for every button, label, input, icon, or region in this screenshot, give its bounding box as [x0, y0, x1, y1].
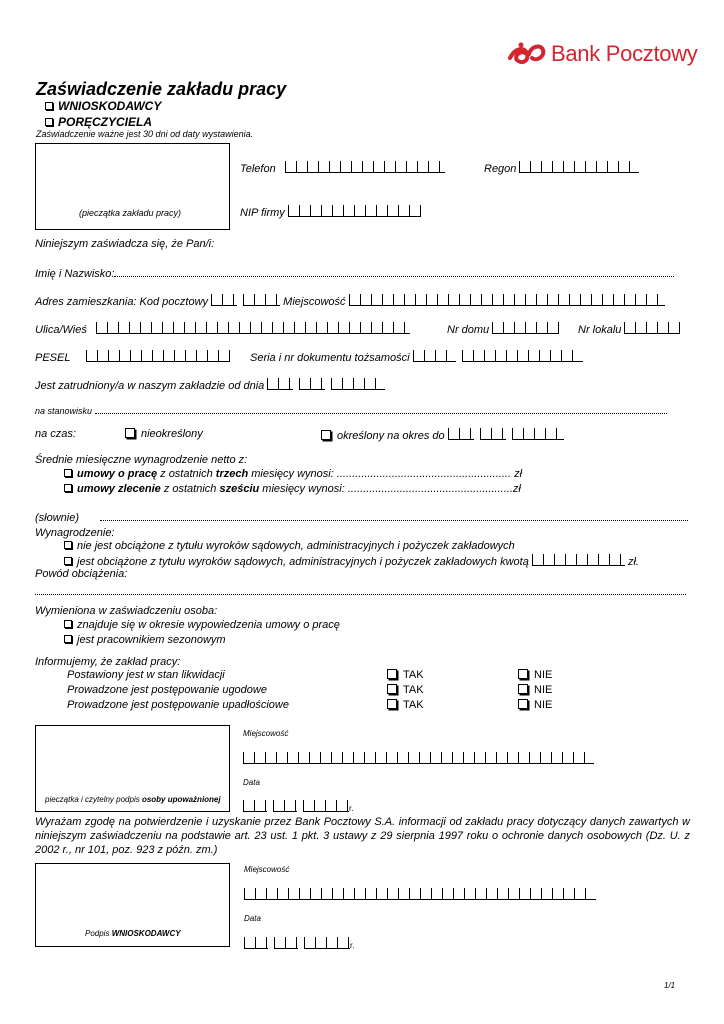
date-boxes-2[interactable] [244, 937, 354, 950]
option-applicant[interactable] [45, 99, 161, 113]
no-label: NIE [534, 669, 553, 681]
pay-encumbered[interactable] [64, 554, 639, 568]
street-label: Ulica/Wieś [35, 324, 87, 336]
yes-label: TAK [403, 699, 424, 711]
salary-contract[interactable] [64, 483, 521, 495]
id-doc-label: Seria i nr dokumentu tożsamości [250, 352, 410, 364]
id-number-boxes[interactable] [462, 350, 583, 362]
checkbox[interactable] [387, 669, 397, 679]
id-doc-field[interactable] [250, 350, 583, 364]
phone-field[interactable] [240, 161, 445, 175]
place-label-2: Miejscowość [244, 865, 290, 874]
person-notice[interactable] [64, 619, 340, 631]
nip-label: NIP firmy [240, 207, 285, 219]
house-no-label: Nr domu [447, 324, 490, 336]
certifies-text: Niniejszym zaświadcza się, że Pan/i: [35, 238, 215, 250]
position-field[interactable] [35, 403, 667, 416]
flat-no-label: Nr lokalu [578, 324, 622, 336]
checkbox[interactable] [64, 620, 72, 628]
checkbox[interactable] [64, 469, 72, 477]
authorized-signature-label-b: osoby upoważnionej [141, 795, 221, 804]
name-field[interactable] [35, 266, 674, 280]
checkbox[interactable] [518, 684, 528, 694]
place-boxes-2[interactable] [244, 886, 596, 904]
date-boxes-1[interactable] [243, 800, 353, 813]
no-label: NIE [534, 684, 553, 696]
inform-row-2: Prowadzone jest postępowanie ugodowe [67, 684, 267, 696]
inform-header: Informujemy, że zakład pracy: [35, 656, 181, 668]
pay-amount-boxes[interactable] [532, 554, 625, 566]
regon-label: Regon [484, 163, 517, 175]
flat-no-boxes[interactable] [624, 322, 680, 334]
pesel-label: PESEL [35, 352, 71, 364]
salary-words-label: (słownie) [35, 512, 80, 524]
yes-option-2[interactable] [387, 684, 424, 696]
regon-boxes[interactable] [519, 161, 639, 173]
authorized-signature-label [45, 795, 221, 804]
no-option-1[interactable] [518, 669, 552, 681]
nip-field[interactable] [240, 205, 421, 219]
name-line[interactable] [114, 266, 674, 277]
salary-contract-d: miesięcy wynosi: ......................................................zł [259, 483, 521, 495]
city-boxes[interactable] [349, 294, 665, 306]
phone-label: Telefon [240, 163, 276, 175]
applicant-signature-label-a: Podpis [85, 929, 112, 938]
nip-boxes[interactable] [288, 205, 421, 217]
person-seasonal[interactable] [64, 634, 226, 646]
checkbox[interactable] [64, 557, 72, 565]
postcode-part1[interactable] [211, 294, 237, 306]
page-number: 1/1 [664, 981, 676, 990]
bank-logo-text: Bank Pocztowy [551, 41, 698, 66]
position-label: na stanowisku [35, 406, 93, 416]
salary-employment-b: z ostatnich [157, 468, 216, 480]
checkbox[interactable] [125, 428, 135, 438]
postcode-label: Adres zamieszkania: Kod pocztowy [35, 296, 209, 308]
yes-option-1[interactable] [387, 669, 424, 681]
inform-row-3: Prowadzone jest postępowanie upadłościowe [67, 699, 289, 711]
yes-label: TAK [403, 684, 424, 696]
checkbox[interactable] [45, 118, 53, 126]
postcode-part2[interactable] [243, 294, 280, 306]
checkbox[interactable] [518, 699, 528, 709]
no-option-2[interactable] [518, 684, 552, 696]
yes-option-3[interactable] [387, 699, 424, 711]
option-guarantor-label: PORĘCZYCIELA [58, 115, 153, 129]
salary-employment-c: trzech [215, 468, 249, 480]
salary-header: Średnie miesięczne wynagrodzenie netto z: [35, 454, 248, 466]
salary-employment-a: umowy o pracę [77, 468, 158, 480]
house-no-field[interactable] [447, 322, 559, 336]
person-header: Wymieniona w zaświadczeniu osoba: [35, 605, 218, 617]
date-label-2: Data [244, 914, 261, 923]
salary-contract-c: sześciu [219, 483, 260, 495]
pay-header: Wynagrodzenie: [35, 527, 115, 539]
company-stamp-label: (pieczątka zakładu pracy) [79, 208, 182, 218]
year-suffix-1: r. [349, 804, 354, 813]
definite-option[interactable] [321, 428, 564, 442]
inform-row-1: Postawiony jest w stan likwidacji [67, 669, 225, 681]
applicant-signature-label-b: WNIOSKODAWCY [111, 929, 181, 938]
yes-label: TAK [403, 669, 424, 681]
pay-reason-label: Powód obciążenia: [35, 568, 128, 580]
consent-text: Wyrażam zgodę na potwierdzenie i uzyskanie przez Bank Pocztowy S.A. informacji od zakładu pracy dotyczący danych zawartych w niniejszym zaświadczeniu na podstawie art. 23 ust. 1 pkt. 3 ustawy z 29 sierpnia 1997 roku o ochronie danych osobowych (Dz. U. z 2002 r., nr 101, poz. 923 z późn. zm.) [35, 816, 690, 856]
definite-day[interactable] [448, 428, 474, 440]
checkbox[interactable] [387, 684, 397, 694]
phone-boxes[interactable] [285, 161, 445, 173]
regon-field[interactable] [484, 161, 639, 175]
salary-contract-b: z ostatnich [160, 483, 220, 495]
no-option-3[interactable] [518, 699, 552, 711]
name-label: Imię i Nazwisko: [35, 268, 115, 280]
checkbox[interactable] [518, 669, 528, 679]
definite-year[interactable] [512, 428, 564, 440]
salary-words[interactable] [35, 510, 688, 524]
pay-currency: zł. [627, 556, 639, 568]
year-suffix-2: r. [350, 941, 355, 950]
checkbox[interactable] [45, 102, 53, 110]
option-guarantor[interactable] [45, 115, 152, 129]
pay-not-encumbered-label: nie jest obciążone z tytułu wyroków sądowych, administracyjnych i pożyczek zakładowych [77, 540, 515, 552]
employed-year[interactable] [331, 378, 385, 390]
street-boxes[interactable] [96, 322, 410, 334]
salary-contract-a: umowy zlecenie [77, 483, 161, 495]
pesel-field[interactable] [35, 350, 230, 364]
salary-employment-d: miesięcy wynosi: ......................................................... zł [248, 468, 523, 480]
pay-not-encumbered[interactable] [64, 540, 515, 552]
employed-day[interactable] [267, 378, 293, 390]
applicant-signature-label [85, 929, 181, 938]
checkbox[interactable] [64, 541, 72, 549]
definite-label: określony na okres do [337, 430, 445, 442]
option-applicant-label: WNIOSKODAWCY [58, 99, 162, 113]
date-label-1: Data [243, 778, 260, 787]
definite-month[interactable] [480, 428, 506, 440]
id-series-boxes[interactable] [413, 350, 456, 362]
checkbox[interactable] [321, 430, 331, 440]
employed-month[interactable] [299, 378, 325, 390]
checkbox[interactable] [387, 699, 397, 709]
employed-label: Jest zatrudniony/a w naszym zakładzie od dnia [35, 380, 265, 392]
pay-reason-line[interactable] [35, 594, 686, 595]
bank-logo-icon [507, 40, 547, 68]
house-no-boxes[interactable] [492, 322, 559, 334]
page-title: Zaświadczenie zakładu pracy [36, 79, 287, 99]
employed-field[interactable] [35, 378, 385, 392]
salary-words-line[interactable] [100, 510, 688, 521]
period-label: na czas: [35, 428, 76, 440]
validity-note: Zaświadczenie ważne jest 30 dni od daty wystawienia. [36, 129, 254, 139]
no-label: NIE [534, 699, 553, 711]
city-label: Miejscowość [283, 296, 346, 308]
street-field[interactable] [35, 322, 410, 336]
pesel-boxes[interactable] [86, 350, 230, 362]
flat-no-field[interactable] [578, 322, 680, 336]
checkbox[interactable] [64, 635, 72, 643]
place-label-1: Miejscowość [243, 729, 289, 738]
person-seasonal-label: jest pracownikiem sezonowym [77, 634, 226, 646]
position-line[interactable] [95, 403, 667, 414]
checkbox[interactable] [64, 484, 72, 492]
place-boxes-1[interactable] [243, 750, 594, 768]
indefinite-option[interactable] [125, 428, 203, 440]
person-notice-label: znajduje się w okresie wypowiedzenia umowy o pracę [77, 619, 340, 631]
address-field[interactable] [35, 294, 665, 308]
indefinite-label: nieokreślony [141, 428, 203, 440]
salary-employment[interactable] [64, 468, 522, 480]
pay-encumbered-label: jest obciążone z tytułu wyroków sądowych, administracyjnych i pożyczek zakładowych kwotą [77, 556, 529, 568]
authorized-signature-label-a: pieczątka i czytelny podpis [45, 795, 142, 804]
